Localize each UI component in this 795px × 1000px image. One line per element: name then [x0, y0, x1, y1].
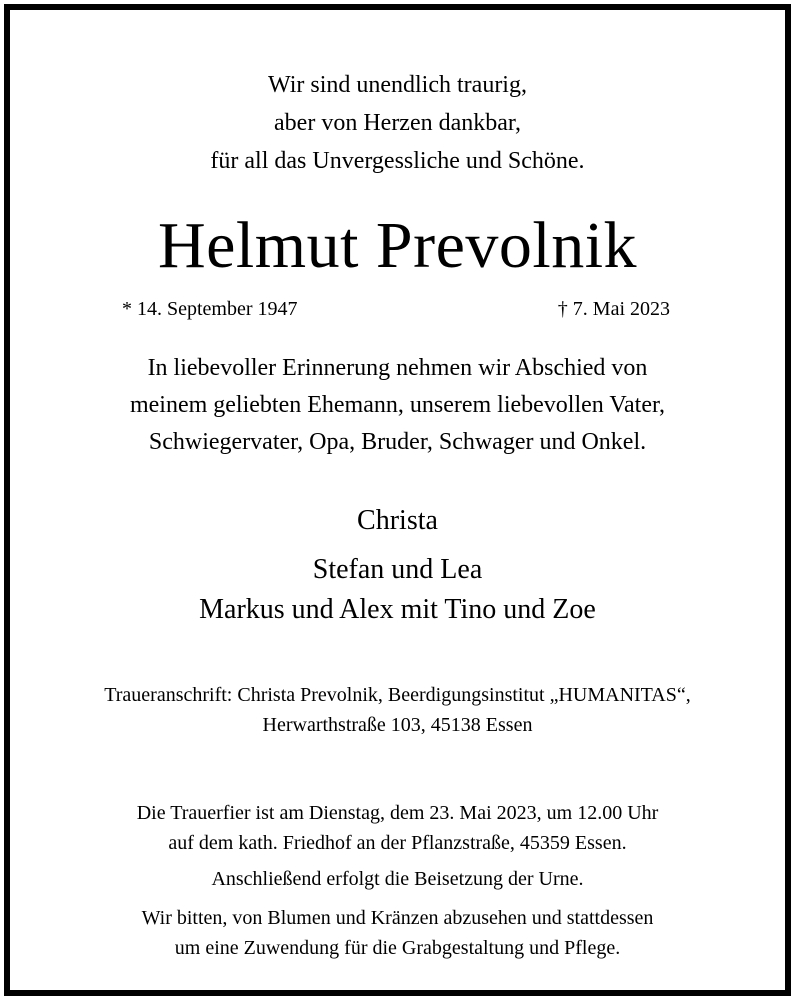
poem-line: aber von Herzen dankbar, [274, 110, 521, 136]
poem-line: für all das Unvergessliche und Schöne. [210, 148, 585, 174]
opening-poem [10, 66, 785, 180]
deceased-name: Helmut Prevolnik [157, 209, 638, 282]
announcement-line: meinem geliebten Ehemann, unserem liebevollen Vater, [129, 392, 666, 418]
mourning-address [10, 680, 785, 740]
farewell-announcement [10, 350, 785, 461]
family-line: Stefan und Lea [312, 554, 483, 585]
funeral-details [10, 798, 785, 858]
obituary-frame [4, 4, 791, 996]
request-line: Wir bitten, von Blumen und Kränzen abzusehen und stattdessen [141, 907, 654, 929]
death-date: † 7. Mai 2023 [557, 298, 670, 320]
obituary-content [10, 10, 785, 990]
family-line: Markus und Alex mit Tino und Zoe [199, 594, 596, 625]
request-line: um eine Zuwendung für die Grabgestaltung und Pflege. [174, 937, 621, 959]
announcement-line: In liebevoller Erinnerung nehmen wir Abschied von [147, 355, 648, 381]
funeral-line: Die Trauerfier ist am Dienstag, dem 23. Mai 2023, um 12.00 Uhr [136, 802, 659, 824]
birth-date: * 14. September 1947 [122, 298, 298, 320]
urn-burial-note: Anschließend erfolgt die Beisetzung der Urne. [211, 868, 584, 890]
poem-line: Wir sind unendlich traurig, [268, 72, 527, 98]
announcement-line: Schwiegervater, Opa, Bruder, Schwager und Onkel. [148, 429, 647, 455]
donation-request [10, 903, 785, 963]
address-line: Traueranschrift: Christa Prevolnik, Beerdigungsinstitut „HUMANITAS“, [104, 684, 691, 706]
address-line: Herwarthstraße 103, 45138 Essen [262, 714, 533, 736]
funeral-line: auf dem kath. Friedhof an der Pflanzstraße, 45359 Essen. [168, 832, 627, 854]
life-dates [10, 294, 785, 324]
family-members [10, 550, 785, 630]
family-spouse: Christa [357, 505, 438, 536]
